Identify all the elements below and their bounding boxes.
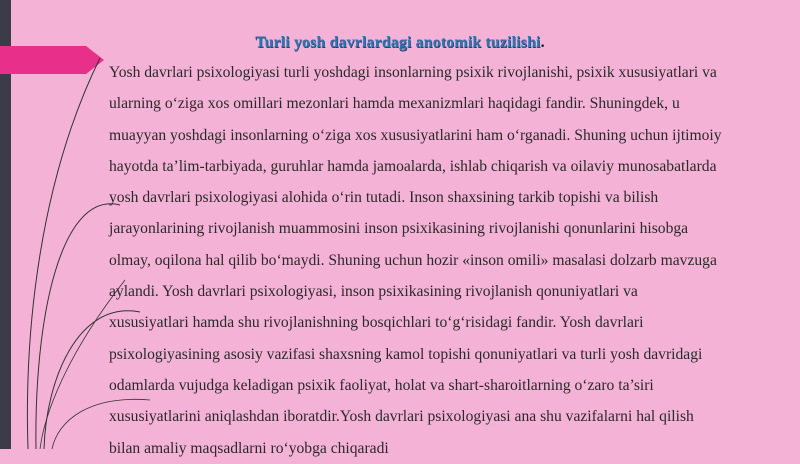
body-line: psixologiyasining asosiy vazifasi shaxsning kamol topishi qonuniyatlari va turli yosh davridagi (109, 345, 703, 363)
body-line: Yosh davrlari psixologiyasi turli yoshdagi insonlarning psixik rivojlanishi, psixik xususiyatlari va (109, 64, 717, 81)
body-line: xususiyatlari hamda shu rivojlanishning bosqichlari to‘g‘risidagi fandir. Yosh davrlari (109, 314, 644, 332)
body-line: xususiyatlarini aniqlashdan iboratdir.Yosh davrlari psixologiyasi ana shu vazifalarni hal qilish (109, 408, 694, 426)
decorative-curve (27, 58, 100, 449)
body-line: muayyan yoshdagi insonlarning o‘ziga xos xususiyatlarini ham o‘rganadi. Shuning uchun ijtimoiy (109, 126, 722, 144)
body-line: jarayonlarining rivojlanish muammosini inson psixikasining rivojlanishi qonunlarini hisobga (109, 220, 689, 238)
body-line: bilan amaliy maqsadlarni ro‘yobga chiqaradi (109, 439, 389, 457)
body-line: olmay, oqilona hal qilib bo‘maydi. Shuning uchun hozir «inson omili» masalasi dolzarb mavzuga (109, 251, 717, 269)
body-line: aylandi. Yosh davrlari psixologiyasi, inson psixikasining rivojlanish qonuniyatlari va (109, 283, 638, 301)
slide-title-period: . (540, 34, 545, 51)
body-line: hayotda ta’lim-tarbiyada, guruhlar hamda jamoalarda, ishlab chiqarish va oilaviy munosabatlarda (109, 157, 717, 175)
slide-title-text: Turli yosh davrlardagi anotomik tuzilishi (255, 34, 541, 51)
slide-title (0, 34, 800, 52)
body-line: ularning o‘ziga xos omillari mezonlari hamda mexanizmlari haqidagi fandir. Shuningdek, u (109, 95, 680, 113)
slide-body-text (109, 57, 769, 464)
body-line: odamlarda vujudga keladigan psixik faoliyat, holat va shart-sharoitlarning o‘zaro ta’siri (109, 376, 654, 394)
body-line: yosh davrlari psixologiyasi alohida o‘rin tutadi. Inson shaxsining tarkib topishi va bilish (109, 189, 659, 207)
